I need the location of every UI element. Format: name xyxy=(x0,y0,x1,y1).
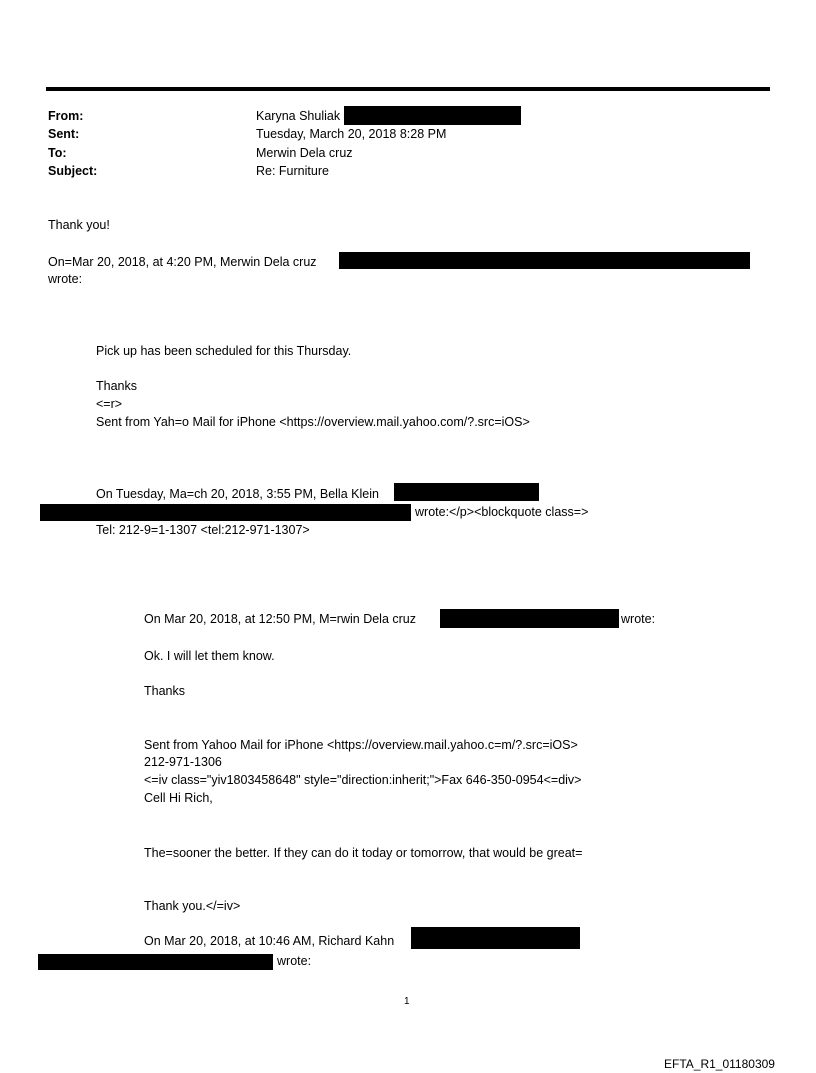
q1-sent-from: Sent from Yah=o Mail for iPhone <https://overview.mail.yahoo.com/?.src=iOS> xyxy=(96,415,530,429)
q3-thanks: Thanks xyxy=(144,684,185,698)
redaction-box xyxy=(411,927,580,949)
q3-sooner: The=sooner the better. If they can do it today or tomorrow, that would be great= xyxy=(144,846,583,860)
q3-cell: Cell Hi Rich, xyxy=(144,791,213,805)
redaction-box xyxy=(339,252,750,269)
redaction-box xyxy=(344,106,521,125)
redaction-box xyxy=(394,483,539,501)
quote3-wrote: wrote: xyxy=(621,612,656,626)
document-id: EFTA_R1_01180309 xyxy=(664,1057,775,1071)
sent-value: Tuesday, March 20, 2018 8:28 PM xyxy=(256,127,447,141)
q3-sent-from: Sent from Yahoo Mail for iPhone <https://overview.mail.yahoo.c=m/?.src=iOS> xyxy=(144,738,578,752)
q2-tel: Tel: 212-9=1-1307 <tel:212-971-1307> xyxy=(96,523,310,537)
quote2-wrote: wrote:</p><blockquote class=> xyxy=(415,505,589,519)
quote4-header: On Mar 20, 2018, at 10:46 AM, Richard Kahn xyxy=(144,934,395,948)
quote2-header: On Tuesday, Ma=ch 20, 2018, 3:55 PM, Bella Klein xyxy=(96,487,379,501)
q3-thankyou: Thank you.</=iv> xyxy=(144,899,241,913)
redaction-box xyxy=(38,954,273,970)
page-number: 1 xyxy=(404,996,410,1007)
to-value: Merwin Dela cruz xyxy=(256,146,353,160)
q1-r: <=r> xyxy=(96,397,123,411)
quote3-header: On Mar 20, 2018, at 12:50 PM, M=rwin Dela cruz xyxy=(144,612,416,626)
from-label: From: xyxy=(48,109,84,123)
from-value: Karyna Shuliak xyxy=(256,109,341,123)
to-label: To: xyxy=(48,146,67,160)
q1-thanks: Thanks xyxy=(96,379,137,393)
reply-text: Thank you! xyxy=(48,218,110,232)
redaction-box xyxy=(440,609,619,628)
sent-label: Sent: xyxy=(48,127,80,141)
q3-ok: Ok. I will let them know. xyxy=(144,649,275,663)
q3-fax: <=iv class="yiv1803458648" style="direction:inherit;">Fax 646-350-0954<=div> xyxy=(144,773,582,787)
quote1-wrote: wrote: xyxy=(48,272,83,286)
redaction-box xyxy=(40,504,411,521)
header-rule xyxy=(46,87,770,91)
q3-phone: 212-971-1306 xyxy=(144,755,222,769)
subject-value: Re: Furniture xyxy=(256,164,329,178)
quote4-wrote: wrote: xyxy=(277,954,312,968)
subject-label: Subject: xyxy=(48,164,98,178)
q1-pickup-text: Pick up has been scheduled for this Thursday. xyxy=(96,344,352,358)
quote1-header: On=Mar 20, 2018, at 4:20 PM, Merwin Dela cruz xyxy=(48,255,317,269)
